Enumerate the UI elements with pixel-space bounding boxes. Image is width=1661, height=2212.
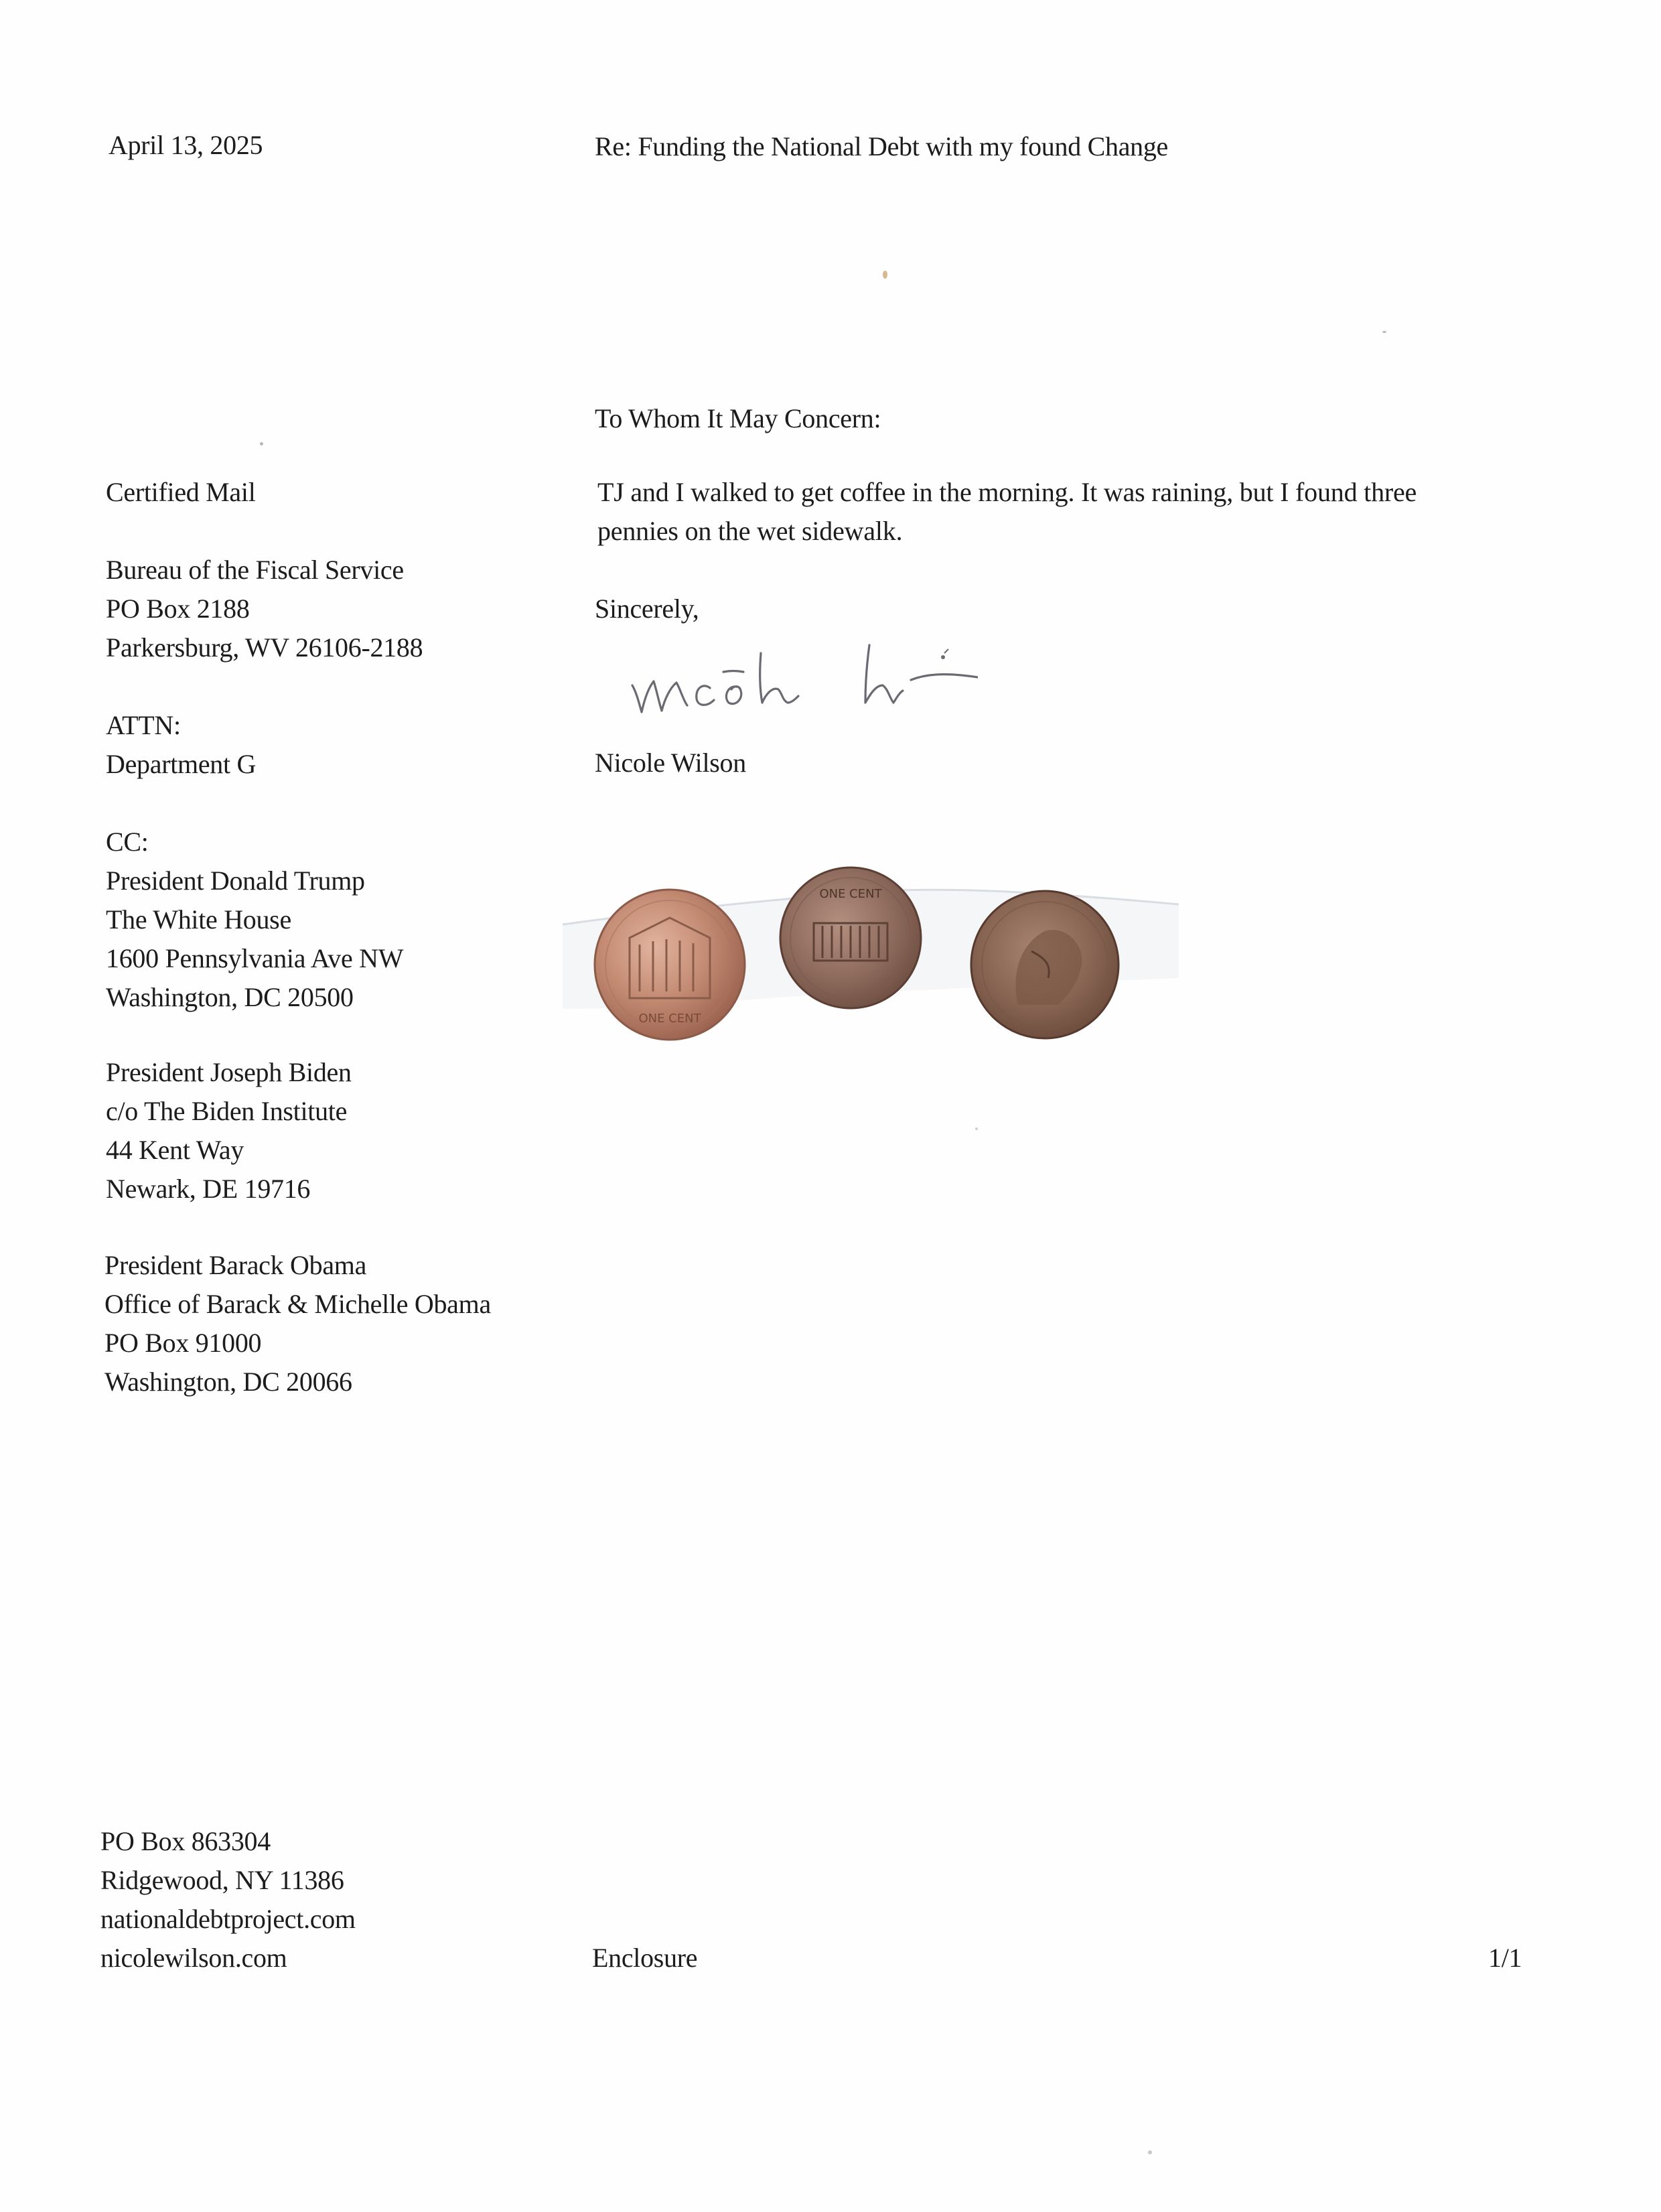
enclosure-note: Enclosure bbox=[592, 1943, 698, 1973]
cc-address-line: Office of Barack & Michelle Obama bbox=[104, 1289, 491, 1319]
scan-speck bbox=[975, 1127, 978, 1130]
sender-line: Ridgewood, NY 11386 bbox=[100, 1865, 344, 1895]
salutation: To Whom It May Concern: bbox=[595, 403, 881, 433]
recipient-name: Bureau of the Fiscal Service bbox=[106, 555, 404, 585]
cc-block-biden bbox=[106, 1053, 352, 1208]
cc-address-line: The White House bbox=[106, 904, 291, 935]
letter-date: April 13, 2025 bbox=[109, 130, 263, 160]
cc-address-line: 44 Kent Way bbox=[106, 1135, 244, 1165]
cc-address-line: Washington, DC 20066 bbox=[104, 1367, 352, 1397]
coin-1-label: ONE CENT bbox=[638, 1012, 701, 1026]
scan-speck bbox=[883, 271, 887, 279]
signer-name: Nicole Wilson bbox=[595, 748, 746, 778]
penny-2 bbox=[780, 868, 921, 1008]
handwritten-signature bbox=[630, 633, 978, 734]
scan-speck bbox=[1382, 331, 1386, 333]
cc-address-line: Washington, DC 20500 bbox=[106, 982, 354, 1012]
recipient-address bbox=[106, 551, 423, 667]
penny-1 bbox=[595, 890, 745, 1040]
cc-name: President Joseph Biden bbox=[106, 1057, 352, 1087]
recipient-line: Parkersburg, WV 26106-2188 bbox=[106, 632, 423, 663]
cc-address-line: c/o The Biden Institute bbox=[106, 1096, 348, 1126]
closing: Sincerely, bbox=[595, 594, 699, 624]
recipient-line: PO Box 2188 bbox=[106, 594, 250, 624]
enclosed-pennies bbox=[536, 851, 1192, 1079]
cc-address-line: Newark, DE 19716 bbox=[106, 1174, 311, 1204]
cc-block-trump bbox=[106, 823, 403, 1017]
mail-method: Certified Mail bbox=[106, 477, 256, 507]
cc-address-line: PO Box 91000 bbox=[104, 1328, 262, 1358]
sender-website: nationaldebtproject.com bbox=[100, 1904, 356, 1934]
cc-block-obama bbox=[104, 1246, 491, 1401]
page-number: 1/1 bbox=[1488, 1943, 1522, 1973]
sender-line: PO Box 863304 bbox=[100, 1826, 271, 1856]
sender-address bbox=[100, 1822, 356, 1978]
scan-speck bbox=[1148, 2150, 1152, 2154]
attn-department: Department G bbox=[106, 749, 257, 779]
penny-3 bbox=[971, 891, 1118, 1038]
cc-label: CC: bbox=[106, 827, 149, 857]
cc-name: President Barack Obama bbox=[104, 1250, 367, 1280]
sender-website: nicolewilson.com bbox=[100, 1943, 287, 1973]
cc-address-line: 1600 Pennsylvania Ave NW bbox=[106, 943, 404, 973]
letter-body: TJ and I walked to get coffee in the morning. It was raining, but I found three pennies on the wet sidewalk. bbox=[597, 477, 1417, 546]
coin-2-label: ONE CENT bbox=[819, 887, 882, 901]
attn-block bbox=[106, 706, 256, 784]
subject-line: Re: Funding the National Debt with my found Change bbox=[595, 131, 1168, 161]
scan-speck bbox=[260, 442, 263, 445]
cc-name: President Donald Trump bbox=[106, 866, 365, 896]
attn-label: ATTN: bbox=[106, 710, 181, 740]
